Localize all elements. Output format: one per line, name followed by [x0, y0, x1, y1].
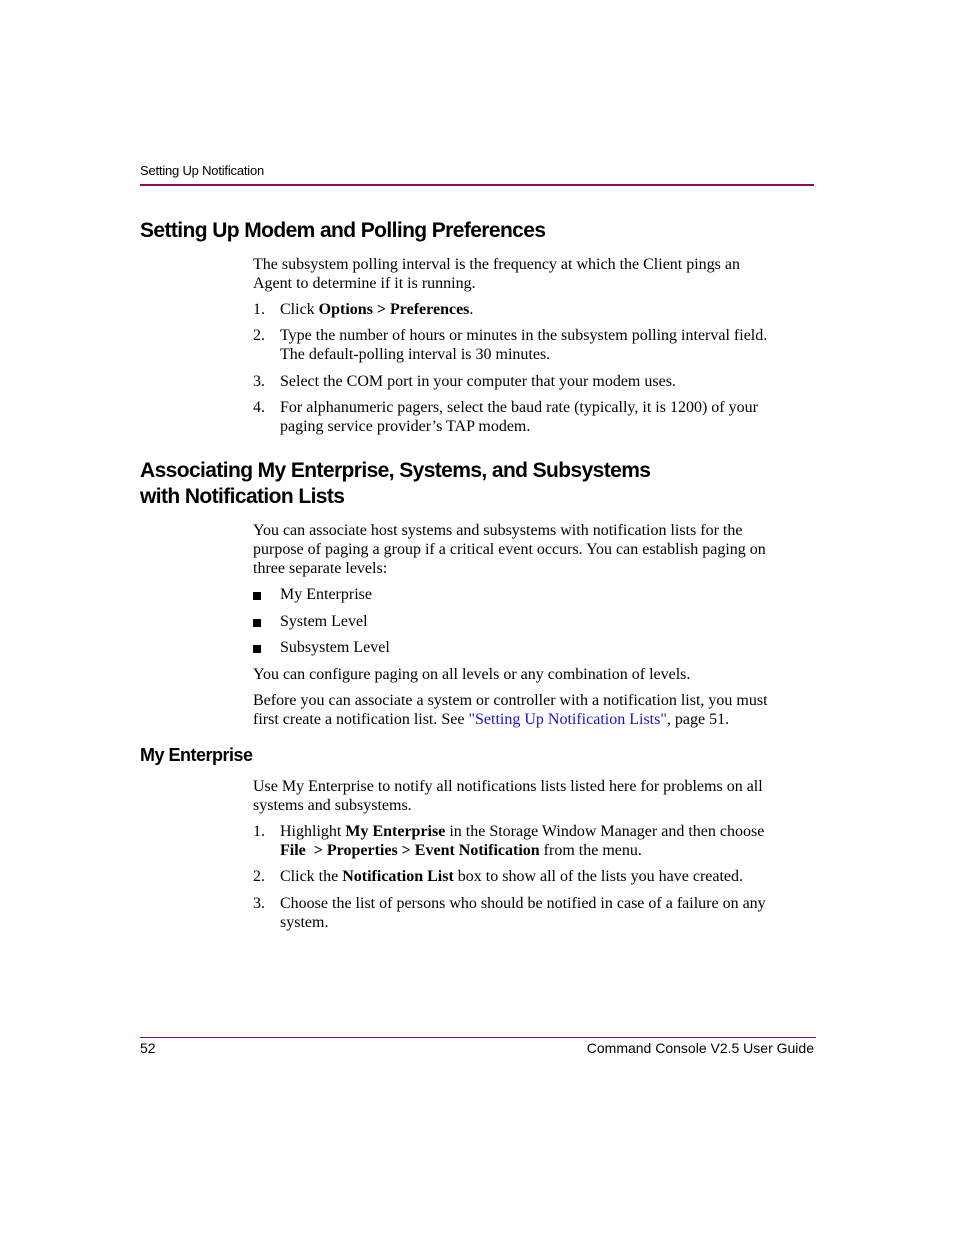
step-text-part: . [469, 301, 474, 318]
step-line: For alphanumeric pagers, select the baud rate (typically, it is 1200) of your [280, 399, 758, 416]
step-text-part: in the Storage Window Manager and then choose [445, 823, 765, 840]
step-text [280, 822, 813, 860]
step-line [280, 822, 813, 841]
step-text-part: box to show all of the lists you have created. [453, 868, 744, 885]
footer-rule [140, 1037, 816, 1038]
step-text [280, 398, 813, 436]
header-rule [140, 184, 814, 186]
square-bullet-icon [253, 619, 261, 627]
step-number: 3. [253, 373, 265, 390]
before-text: , page 51. [666, 711, 730, 728]
step-number: 4. [253, 399, 265, 416]
running-header: Setting Up Notification [140, 163, 265, 178]
step-line: Type the number of hours or minutes in the subsystem polling interval field. [280, 327, 768, 344]
step-text [280, 894, 813, 932]
before-text: first create a notification list. See [253, 711, 469, 728]
before-line: Before you can associate a system or controller with a notification list, you must [253, 692, 768, 709]
step-line: paging service provider’s TAP modem. [280, 418, 531, 435]
step-line: Choose the list of persons who should be notified in case of a failure on any [280, 895, 766, 912]
before-line [253, 710, 813, 729]
section2-intro-line: purpose of paging a group if a critical event occurs. You can establish paging on [253, 541, 766, 558]
step-line: The default-polling interval is 30 minutes. [280, 346, 551, 363]
section3-intro [253, 777, 813, 815]
menu-path: Options > Preferences [318, 301, 470, 318]
menu-path: File > Properties > Event Notification [280, 842, 540, 859]
heading-line: Associating My Enterprise, Systems, and Subsystems [140, 459, 651, 482]
step-text-part: Highlight [280, 823, 346, 840]
section1-intro-line: Agent to determine if it is running. [253, 275, 476, 292]
cross-reference-link[interactable]: "Setting Up Notification Lists" [468, 711, 667, 728]
section2-intro-line: three separate levels: [253, 560, 388, 577]
square-bullet-icon [253, 592, 261, 600]
section-heading-associating [140, 458, 650, 510]
section-heading-modem-polling: Setting Up Modem and Polling Preferences [140, 219, 546, 242]
before-paragraph [253, 691, 813, 729]
step-text-part: Click the [280, 868, 343, 885]
step-line: system. [280, 914, 329, 931]
step-text: Select the COM port in your computer that your modem uses. [280, 373, 676, 390]
step-number: 1. [253, 301, 265, 318]
step-number: 2. [253, 327, 265, 344]
step-number: 3. [253, 895, 265, 912]
section2-intro [253, 521, 813, 578]
section2-intro-line: You can associate host systems and subsystems with notification lists for the [253, 522, 743, 539]
square-bullet-icon [253, 645, 261, 653]
section3-intro-line: Use My Enterprise to notify all notifications lists listed here for problems on all [253, 778, 763, 795]
level-label: System Level [280, 613, 368, 630]
step-number: 2. [253, 868, 265, 885]
step-text [280, 867, 813, 886]
step-number: 1. [253, 823, 265, 840]
ui-term: My Enterprise [345, 823, 446, 840]
page-number: 52 [140, 1040, 156, 1056]
step-text-part: from the menu. [539, 842, 642, 859]
section1-intro [253, 255, 813, 293]
book-title: Command Console V2.5 User Guide [586, 1040, 814, 1056]
level-label: Subsystem Level [280, 639, 390, 656]
section1-intro-line: The subsystem polling interval is the frequency at which the Client pings an [253, 256, 741, 273]
config-paragraph: You can configure paging on all levels or any combination of levels. [253, 666, 691, 683]
step-text [280, 326, 813, 364]
ui-term: Notification List [342, 868, 454, 885]
step-line [280, 841, 813, 860]
step-text [280, 300, 813, 319]
step-text-part: Click [280, 301, 319, 318]
subsection-heading-my-enterprise: My Enterprise [140, 745, 253, 765]
heading-line: with Notification Lists [140, 485, 345, 508]
section3-intro-line: systems and subsystems. [253, 797, 412, 814]
level-label: My Enterprise [280, 586, 372, 603]
